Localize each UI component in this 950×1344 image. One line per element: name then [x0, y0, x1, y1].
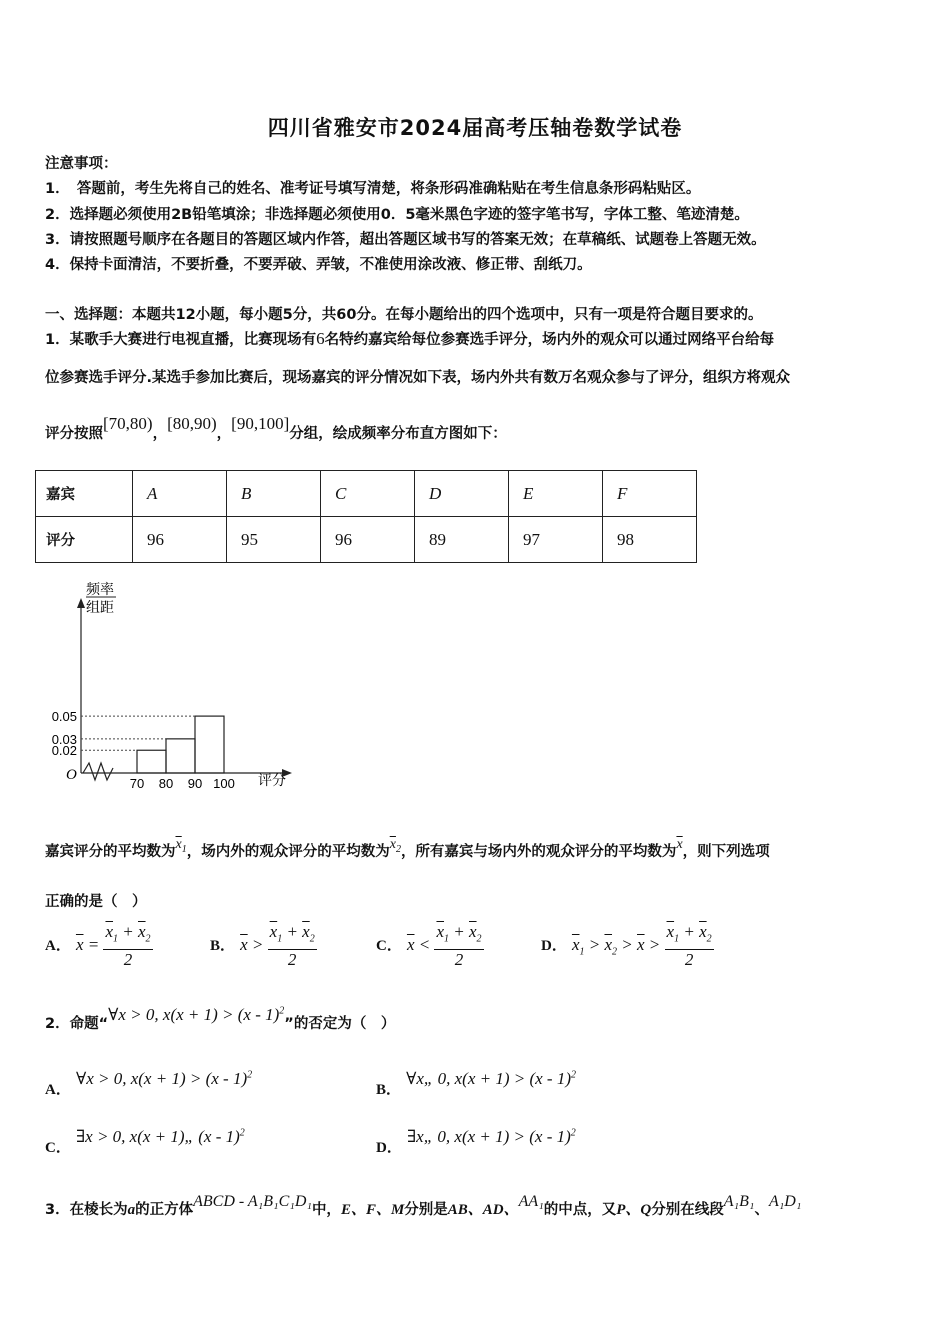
y-tick-label: 0.03 [51, 731, 77, 747]
q1-text: 分组，绘成频率分布直方图如下： [289, 426, 507, 442]
q1-text: ，所有嘉宾与场内外的观众评分的平均数为 [400, 844, 677, 860]
table-row [36, 471, 697, 517]
notice-item: 4．保持卡面清洁，不要折叠，不要弄破、弄皱，不准使用涂改液、修正带、刮纸刀。 [45, 257, 592, 273]
q1-line2: 位参赛选手评分.某选手参加比赛后，现场嘉宾的评分情况如下表，场内外共有数万名观众参与了评分，组织方将观众 [45, 370, 791, 386]
histogram-bar [137, 750, 166, 773]
y-axis-arrow [77, 598, 85, 608]
x-tick-label: 80 [158, 776, 174, 791]
interval: [80,90) [167, 414, 217, 433]
table-cell: E [509, 471, 603, 517]
option-formula: ∀x„ 0, x(x + 1) > (x - 1)$^2$ [406, 1069, 577, 1088]
option-label: A． [45, 1082, 71, 1098]
option-d[interactable] [376, 1126, 576, 1156]
q1-line1 [45, 328, 774, 349]
table-cell: D [415, 471, 509, 517]
table-cell: 96 [133, 517, 227, 563]
option-label: B． [210, 938, 236, 955]
option-label: D． [541, 938, 567, 955]
ylabel-bottom: 组距 [86, 600, 114, 616]
q1-line3 [45, 414, 507, 443]
option-label: C． [376, 938, 402, 955]
option-a[interactable] [45, 1068, 253, 1098]
option-b[interactable] [210, 922, 317, 970]
q3-var: P、Q [616, 1202, 652, 1218]
q1-text: ，场内外的观众评分的平均数为 [186, 844, 390, 860]
notice-heading: 注意事项： [45, 156, 118, 172]
xbar1: $\overline{x}_1$ [175, 837, 187, 855]
option-c[interactable] [376, 922, 484, 970]
q3-text: 3．在棱长为 [45, 1202, 128, 1218]
option-formula: $\overline{x}_1 > \overline{x}_2 > \overline{x}$ > $\frac{\overline{x}_1 + \overline{x}_2}{2}$ [571, 922, 712, 970]
option-formula: $\overline{x}$ < $\frac{\overline{x}_1 + \overline{x}_2}{2}$ [406, 922, 482, 970]
q3-text: 分别是 [404, 1202, 448, 1218]
notice-item: 1． 答题前，考生先将自己的姓名、准考证号填写清楚，将条形码准确粘贴在考生信息条形码粘贴区。 [45, 181, 701, 197]
q3-text: 分别在线段 [651, 1202, 724, 1218]
q3-text: 中， [311, 1202, 341, 1218]
option-formula: ∃x > 0, x(x + 1)„ (x - 1)$^2$ [75, 1127, 245, 1146]
q2-text: 2．命题“ [45, 1016, 109, 1032]
y-tick-label: 0.05 [51, 709, 77, 725]
q3-text: 的正方体 [135, 1202, 194, 1218]
table-cell: 98 [603, 517, 697, 563]
q2-stem [45, 1005, 396, 1033]
table-cell: A [133, 471, 227, 517]
option-b[interactable] [376, 1068, 577, 1098]
interval: [90,100] [231, 414, 290, 433]
q3-var: AB、AD、 [447, 1202, 519, 1218]
table-cell: C [321, 471, 415, 517]
interval: [70,80) [103, 414, 153, 433]
table-cell: B [227, 471, 321, 517]
q3-var: A₁B₁ [723, 1193, 755, 1210]
table-cell: 96 [321, 517, 415, 563]
q3-text: 的中点，又 [543, 1202, 617, 1218]
proposition: ∀x > 0, x(x + 1) > (x - 1)$^2$ [108, 1005, 285, 1024]
xbar: $\overline{x}$ [676, 837, 683, 852]
axis-break [83, 763, 113, 780]
xlabel: 评分 [258, 773, 286, 789]
q1-text: 嘉宾评分的平均数为 [45, 844, 176, 860]
section-heading: 一、选择题：本题共12小题，每小题5分，共60分。在每小题给出的四个选项中，只有一项是符合题目要求的。 [45, 307, 763, 323]
option-formula: $\overline{x}$ > $\frac{\overline{x}_1 + \overline{x}_2}{2}$ [240, 922, 315, 970]
table-cell: 89 [415, 517, 509, 563]
q1-text: 1．某歌手大赛进行电视直播，比赛现场有 [45, 332, 317, 348]
score-table [35, 470, 697, 563]
table-cell: 97 [509, 517, 603, 563]
histogram [40, 578, 300, 798]
q3-text: 、 [754, 1202, 769, 1218]
option-label: B． [376, 1082, 402, 1098]
histogram-bar [166, 739, 195, 773]
separator: ， [152, 426, 168, 442]
q3-stem [45, 1193, 802, 1219]
option-formula: ∃x„ 0, x(x + 1) > (x - 1)$^2$ [406, 1127, 576, 1146]
option-formula: ∀x > 0, x(x + 1) > (x - 1)$^2$ [75, 1069, 253, 1088]
notice-item: 3．请按照题号顺序在各题目的答题区域内作答，超出答题区域书写的答案无效；在草稿纸、试题卷上答题无效。 [45, 232, 766, 248]
option-label: D． [376, 1140, 402, 1156]
option-a[interactable] [45, 922, 153, 970]
q1-text: ，则下列选项 [682, 844, 770, 860]
histogram-bar [195, 716, 224, 773]
q1-stem2 [45, 837, 770, 863]
q3-var: a [127, 1202, 136, 1218]
origin-label: O [66, 767, 77, 783]
q1-text: 名特约嘉宾给每位参赛选手评分，场内外的观众可以通过网络平台给每 [324, 332, 775, 348]
q1-number: 6 [316, 329, 325, 348]
y-tick-label: 0.02 [51, 743, 77, 759]
option-d[interactable] [541, 922, 714, 970]
q3-cube: ABCD - A₁B₁C₁D₁ [193, 1193, 312, 1210]
x-tick-label: 70 [129, 776, 145, 791]
option-c[interactable] [45, 1126, 245, 1156]
q1-stem3: 正确的是（ ） [45, 894, 147, 910]
q3-var: AA₁ [518, 1193, 544, 1210]
option-label: C． [45, 1140, 71, 1156]
q3-var: A₁D₁ [768, 1193, 802, 1210]
table-header: 嘉宾 [36, 471, 133, 517]
notice-item: 2．选择题必须使用2B铅笔填涂；非选择题必须使用0．5毫米黑色字迹的签字笔书写，字体工整、笔迹清楚。 [45, 207, 749, 223]
ylabel-top: 频率 [86, 582, 114, 598]
option-formula: $\overline{x}$ = $\frac{\overline{x}_1 + \overline{x}_2}{2}$ [75, 922, 151, 970]
x-tick-label: 90 [187, 776, 203, 791]
table-cell: F [603, 471, 697, 517]
q1-text: 评分按照 [45, 426, 103, 442]
q3-var: E、F、M [340, 1202, 405, 1218]
separator: ， [216, 426, 232, 442]
x-tick-label: 100 [213, 776, 235, 791]
page-title: 四川省雅安市2024届高考压轴卷数学试卷 [267, 116, 683, 140]
table-header: 评分 [36, 517, 133, 563]
option-label: A． [45, 938, 71, 955]
table-row [36, 517, 697, 563]
xbar2: $\overline{x}_2$ [389, 837, 401, 855]
q2-text: ”的否定为（ ） [284, 1016, 396, 1032]
table-cell: 95 [227, 517, 321, 563]
